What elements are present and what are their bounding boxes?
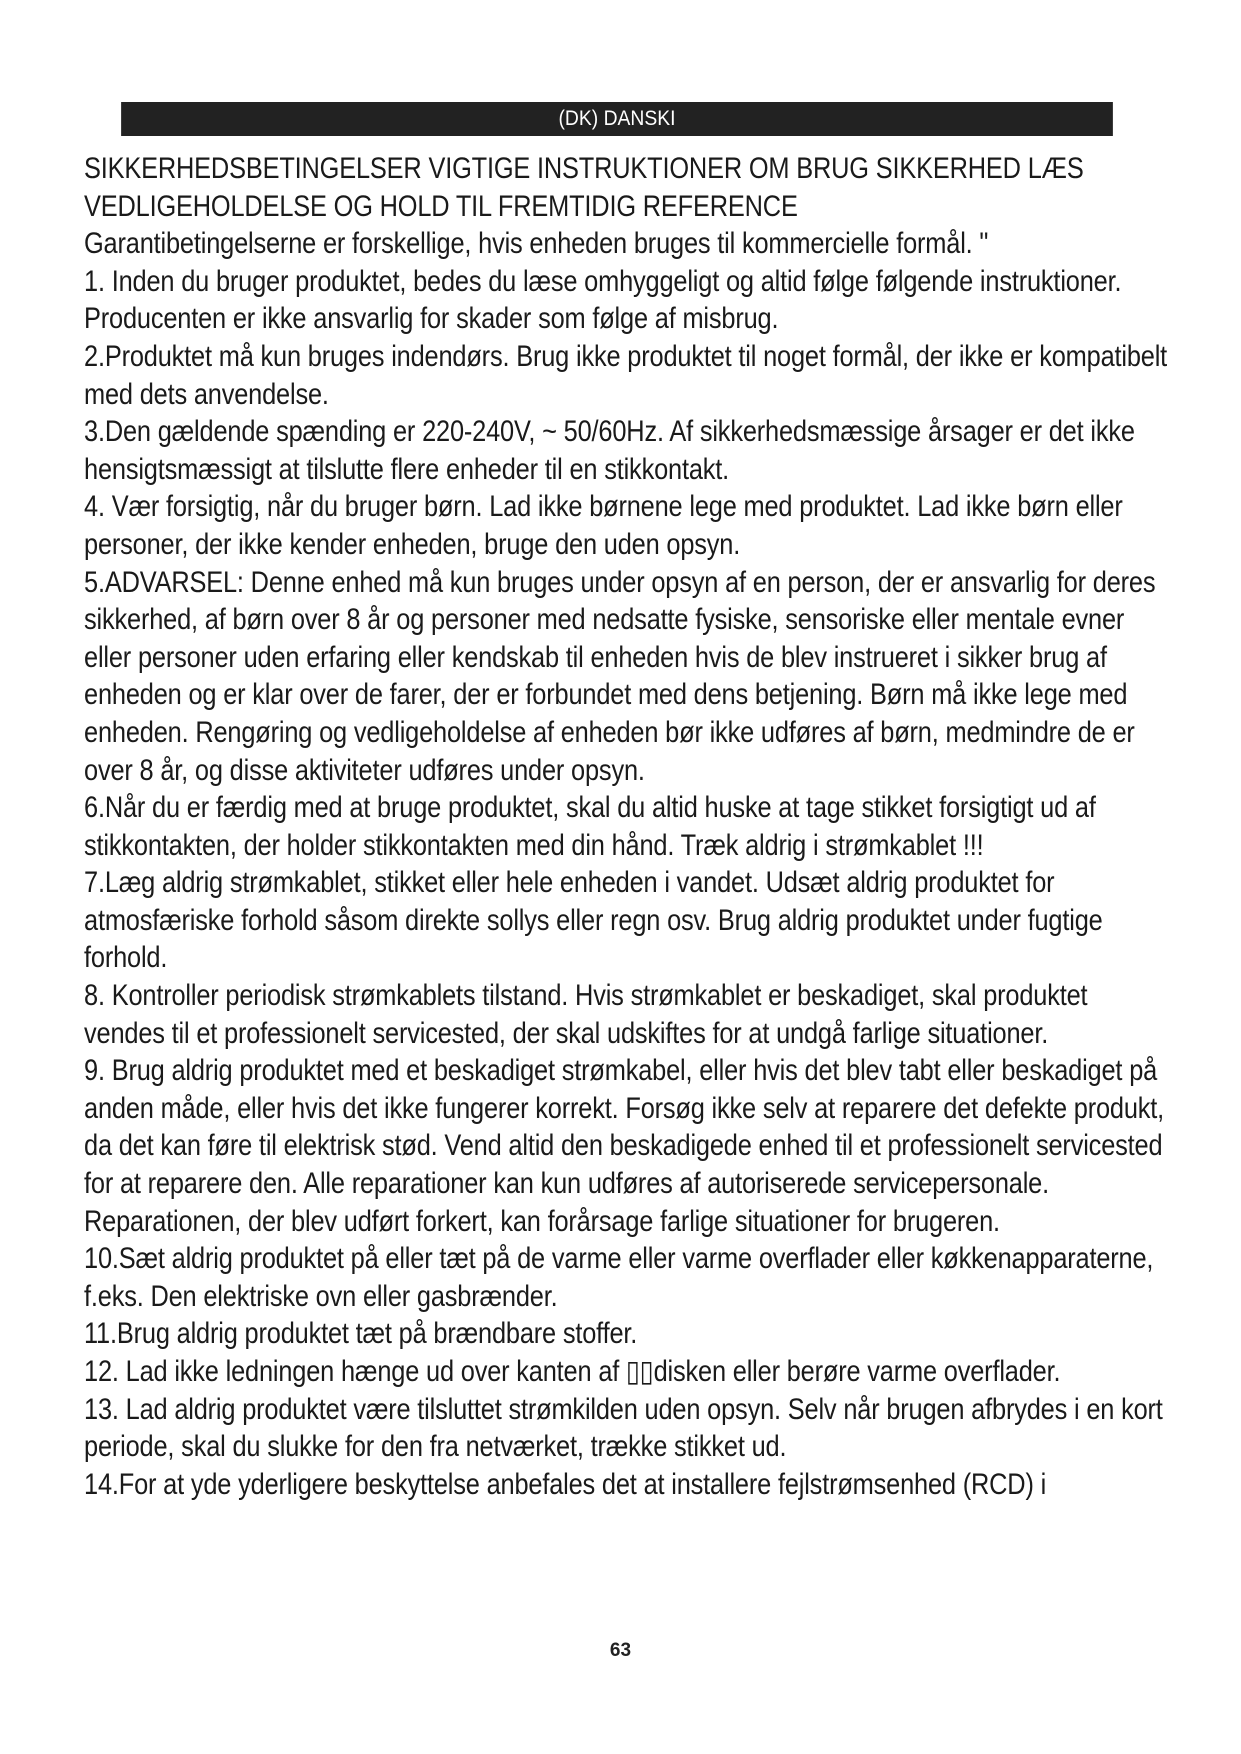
instruction-item-4: 4. Vær forsigtig, når du bruger børn. Lad ikke børnene lege med produktet. Lad ikke børn eller personer, der ikke kender enheden, bruge den uden opsyn. [84,490,1123,561]
instruction-item-1: 1. Inden du bruger produktet, bedes du læse omhyggeligt og altid følge følgende instruktioner. Producenten er ikke ansvarlig for skader som følge af misbrug. [84,264,1122,336]
instruction-item-14: 14.For at yde yderligere beskyttelse anbefales det at installere fejlstrømsenhed (RCD) i [84,1467,1047,1501]
page-number: 63 [609,1640,632,1661]
language-header [121,102,1113,136]
section-title: SIKKERHEDSBETINGELSER VIGTIGE INSTRUKTIONER OM BRUG SIKKERHED LÆS VEDLIGEHOLDELSE OG HOLD TIL FREMTIDIG REFERENCE [84,152,1084,223]
safety-instructions [84,150,1174,1503]
instruction-item-5: 5.ADVARSEL: Denne enhed må kun bruges under opsyn af en person, der er ansvarlig for deres sikkerhed, af børn over 8 år og personer med nedsatte fysiske, sensoriske eller mentale evner eller personer uden erfaring eller kendskab til enheden hvis de blev instrueret i sikker brug af enheden og er klar over de farer, der er forbundet med dens betjening. Børn må ikke lege med enheden. Rengøring og vedligeholdelse af enheden bør ikke udføres af børn, medmindre de er over 8 år, og disse aktiviteter udføres under opsyn. [84,565,1156,787]
instruction-item-12: 12. Lad ikke ledningen hænge ud over kanten af ▯▯disken eller berøre varme overflader. [84,1355,1061,1388]
instruction-item-7: 7.Læg aldrig strømkablet, stikket eller hele enheden i vandet. Udsæt aldrig produktet for atmosfæriske forhold såsom direkte sollys eller regn osv. Brug aldrig produktet under fugtige forhold. [84,866,1103,975]
instruction-item-10: 10.Sæt aldrig produktet på eller tæt på de varme eller varme overflader eller køkkenapparaterne, f.eks. Den elektriske ovn eller gasbrænder. [84,1242,1154,1313]
instruction-item-6: 6.Når du er færdig med at bruge produktet, skal du altid huske at tage stikket forsigtigt ud af stikkontakten, der holder stikkontakten med din hånd. Træk aldrig i strømkablet !!! [84,791,1096,862]
instruction-item-3: 3.Den gældende spænding er 220-240V, ~ 50/60Hz. Af sikkerhedsmæssige årsager er det ikke hensigtsmæssigt at tilslutte flere enheder til en stikkontakt. [84,415,1135,486]
language-header-label: (DK) DANSKI [558,107,676,130]
instruction-item-2: 2.Produktet må kun bruges indendørs. Brug ikke produktet til noget formål, der ikke er kompatibelt med dets anvendelse. [84,339,1168,411]
instruction-item-13: 13. Lad aldrig produktet være tilsluttet strømkilden uden opsyn. Selv når brugen afbrydes i en kort periode, skal du slukke for den fra netværket, trække stikket ud. [84,1392,1163,1464]
instruction-item-9: 9. Brug aldrig produktet med et beskadiget strømkabel, eller hvis det blev tabt eller beskadiget på anden måde, eller hvis det ikke fungerer korrekt. Forsøg ikke selv at reparere det defekte produkt, da det kan føre til elektrisk stød. Vend altid den beskadigede enhed til et professionelt servicested for at reparere den. Alle reparationer kan kun udføres af autoriserede servicepersonale. Reparationen, der blev udført forkert, kan forårsage farlige situationer for brugeren. [84,1054,1165,1238]
instruction-item-8: 8. Kontroller periodisk strømkablets tilstand. Hvis strømkablet er beskadiget, skal produktet vendes til et professionelt servicested, der skal udskiftes for at undgå farlige situationer. [84,979,1088,1050]
warranty-note: Garantibetingelserne er forskellige, hvis enheden bruges til kommercielle formål. " [84,227,989,261]
instruction-item-11: 11.Brug aldrig produktet tæt på brændbare stoffer. [84,1317,638,1351]
